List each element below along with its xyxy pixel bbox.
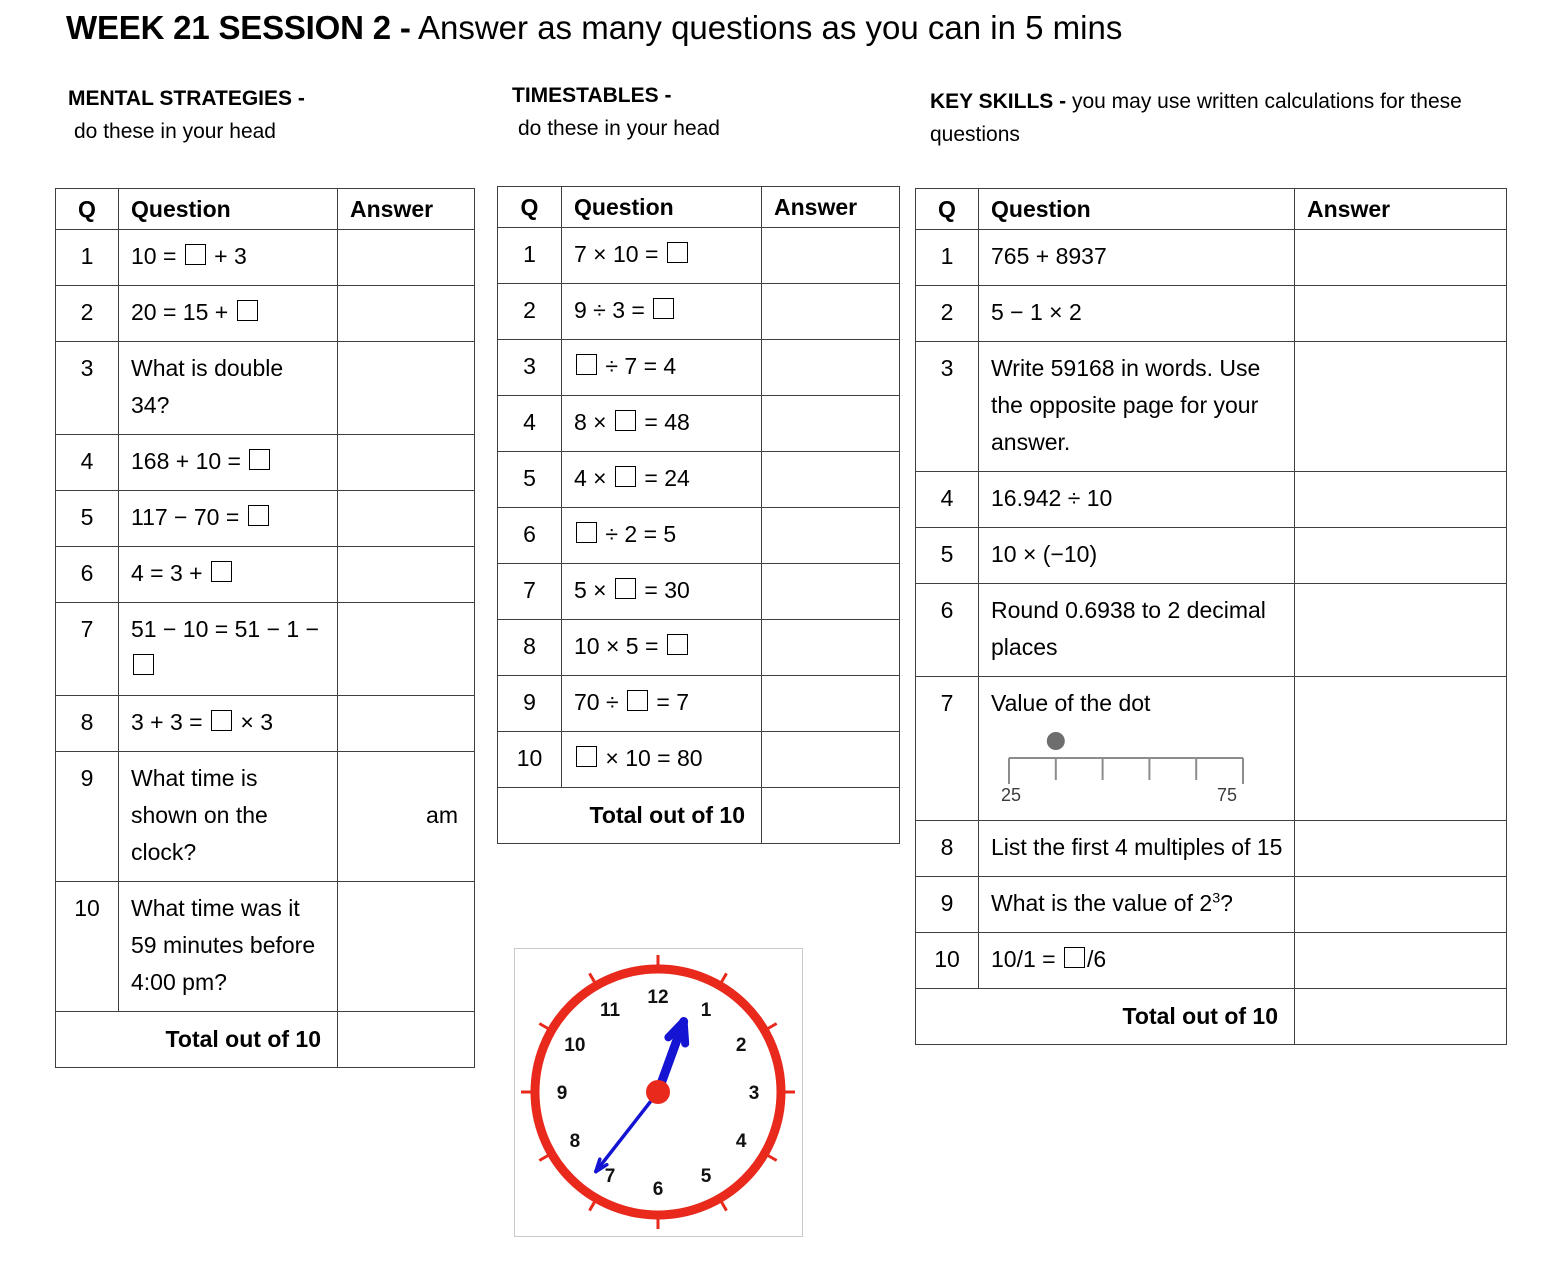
row-number: 6 [56,547,119,603]
answer-cell[interactable] [762,508,900,564]
row-number: 10 [56,882,119,1012]
section-label-key-skills: KEY SKILLS - [930,90,1067,113]
table-row [56,435,475,491]
row-number: 7 [56,603,119,696]
table-row [916,230,1507,286]
section-header-mental-strategies [68,82,488,148]
row-number: 9 [498,676,562,732]
answer-box-placeholder [249,449,270,470]
row-number: 1 [498,228,562,284]
answer-box-placeholder [211,561,232,582]
section-header-key-skills [930,85,1530,151]
answer-cell[interactable] [338,491,475,547]
timestables-table [497,186,900,844]
clock-numeral: 12 [647,987,669,1008]
row-number: 3 [56,342,119,435]
table-row [916,472,1507,528]
header-answer: Answer [338,189,475,230]
total-answer-cell[interactable] [1295,989,1507,1045]
row-number: 3 [916,342,979,472]
header-q: Q [916,189,979,230]
answer-cell[interactable] [1295,230,1507,286]
row-number: 8 [498,620,562,676]
page-title-strong: WEEK 21 SESSION 2 - [66,9,411,46]
row-number: 10 [498,732,562,788]
table-row [498,452,900,508]
table-row [56,491,475,547]
clock-numeral: 2 [735,1035,747,1056]
table-row [56,230,475,286]
table-header-row [916,189,1507,230]
answer-box-placeholder [615,466,636,487]
question-cell: 5 − 1 × 2 [979,286,1295,342]
total-label: Total out of 10 [916,989,1295,1045]
table-row [498,676,900,732]
total-label: Total out of 10 [498,788,762,844]
table-row [498,396,900,452]
question-cell: 51 − 10 = 51 − 1 − [119,603,338,696]
row-number: 9 [56,752,119,882]
table-row [916,677,1507,821]
answer-cell[interactable] [338,286,475,342]
row-number: 4 [56,435,119,491]
answer-cell[interactable] [338,230,475,286]
row-number: 8 [916,821,979,877]
question-cell: 16.942 ÷ 10 [979,472,1295,528]
header-answer: Answer [1295,189,1507,230]
table-row [56,696,475,752]
table-row [56,286,475,342]
question-cell: 7 × 10 = [562,228,762,284]
answer-box-placeholder [653,298,674,319]
question-cell: 10 × 5 = [562,620,762,676]
question-cell: What time is shown on the clock? [119,752,338,882]
table-row [56,547,475,603]
answer-cell[interactable] [338,603,475,696]
answer-box-placeholder [576,354,597,375]
total-answer-cell[interactable] [762,788,900,844]
table-row [498,508,900,564]
table-row [916,821,1507,877]
clock-image [514,948,803,1237]
question-cell: Write 59168 in words. Use the opposite page for your answer. [979,342,1295,472]
answer-cell[interactable] [1295,286,1507,342]
table-row [56,752,475,882]
answer-box-placeholder [615,410,636,431]
question-cell: × 10 = 80 [562,732,762,788]
row-number: 7 [916,677,979,821]
header-q: Q [498,187,562,228]
clock-numeral: 9 [556,1083,568,1104]
clock-numeral: 10 [564,1035,586,1056]
table-row [916,528,1507,584]
question-cell: Round 0.6938 to 2 decimal places [979,584,1295,677]
question-cell: List the first 4 multiples of 15 [979,821,1295,877]
table-row [56,342,475,435]
answer-box-placeholder [667,242,688,263]
header-q: Q [56,189,119,230]
answer-box-placeholder [1064,947,1085,968]
row-number: 4 [498,396,562,452]
question-cell: 8 × = 48 [562,396,762,452]
row-number: 1 [916,230,979,286]
row-number: 4 [916,472,979,528]
total-answer-cell[interactable] [338,1012,475,1068]
row-number: 3 [498,340,562,396]
row-number: 7 [498,564,562,620]
total-row [56,1012,475,1068]
answer-cell[interactable] [762,340,900,396]
answer-box-placeholder [211,710,232,731]
section-label-mental: MENTAL STRATEGIES - [68,87,305,110]
answer-box-placeholder [627,690,648,711]
clock-numeral: 1 [700,999,712,1021]
row-number: 6 [498,508,562,564]
question-cell: ÷ 2 = 5 [562,508,762,564]
question-cell: 5 × = 30 [562,564,762,620]
exponent: 3 [1212,890,1221,907]
table-row [916,584,1507,677]
table-row [498,228,900,284]
row-number: 2 [916,286,979,342]
answer-cell[interactable] [762,732,900,788]
section-sub-key-skills: you may use written calculations for these questions [930,90,1462,146]
question-cell: 9 ÷ 3 = [562,284,762,340]
answer-cell[interactable] [1295,933,1507,989]
answer-cell[interactable] [762,564,900,620]
answer-cell[interactable] [762,396,900,452]
question-cell: 765 + 8937 [979,230,1295,286]
answer-cell[interactable] [1295,677,1507,821]
clock-numeral: 6 [652,1179,664,1200]
table-header-row [56,189,475,230]
answer-box-placeholder [185,244,206,265]
header-question: Question [119,189,338,230]
total-label: Total out of 10 [56,1012,338,1068]
answer-cell[interactable] [1295,877,1507,933]
clock-hub [646,1080,670,1104]
row-number: 5 [916,528,979,584]
question-cell: 10 × (−10) [979,528,1295,584]
question-cell: 70 ÷ = 7 [562,676,762,732]
total-row [498,788,900,844]
answer-cell[interactable] [1295,584,1507,677]
table-row [498,340,900,396]
question-text: Value of the dot [991,690,1151,716]
number-line-svg [995,724,1257,794]
number-line-right-label: 75 [1217,785,1238,805]
question-cell: 20 = 15 + [119,286,338,342]
question-cell: 117 − 70 = [119,491,338,547]
question-cell: 10 = + 3 [119,230,338,286]
answer-cell[interactable]: am [338,752,475,882]
clock-numeral: 8 [569,1131,581,1152]
question-cell [979,677,1295,821]
table-row [498,732,900,788]
answer-cell[interactable] [762,676,900,732]
table-header-row [498,187,900,228]
key-skills-table [915,188,1507,1045]
question-cell: What is double 34? [119,342,338,435]
answer-box-placeholder [133,654,154,675]
row-number: 6 [916,584,979,677]
clock-numeral: 4 [735,1131,747,1152]
answer-box-placeholder [248,505,269,526]
answer-cell[interactable] [762,620,900,676]
answer-box-placeholder [237,300,258,321]
question-cell: 10/1 = /6 [979,933,1295,989]
table-row [916,877,1507,933]
row-number: 1 [56,230,119,286]
answer-cell[interactable] [762,284,900,340]
table-row [916,286,1507,342]
table-row [916,933,1507,989]
question-cell: What is the value of $2^3$? [979,877,1295,933]
analogue-clock-svg [515,949,801,1235]
answer-cell[interactable] [1295,821,1507,877]
clock-numeral: 3 [748,1083,760,1104]
row-number: 10 [916,933,979,989]
section-header-timestables [512,79,912,145]
number-line-left-label: 25 [1001,785,1022,805]
number-line [995,724,1257,810]
answer-box-placeholder [576,522,597,543]
question-cell: 4 × = 24 [562,452,762,508]
table-row [498,564,900,620]
answer-cell[interactable] [338,547,475,603]
table-row [498,620,900,676]
row-number: 2 [56,286,119,342]
answer-cell[interactable] [1295,472,1507,528]
question-cell: 4 = 3 + [119,547,338,603]
value-dot [1047,732,1065,750]
header-question: Question [979,189,1295,230]
page-title [66,8,1122,48]
answer-cell[interactable] [338,435,475,491]
mental-strategies-table [55,188,475,1068]
answer-box-placeholder [615,578,636,599]
answer-cell[interactable] [1295,528,1507,584]
section-sub-timestables: do these in your head [518,117,720,140]
page-title-light: Answer as many questions as you can in 5 mins [410,9,1123,46]
answer-cell[interactable] [1295,342,1507,472]
section-sub-mental: do these in your head [74,120,276,143]
header-answer: Answer [762,187,900,228]
answer-cell[interactable] [762,228,900,284]
clock-numeral: 5 [700,1166,712,1188]
table-row [916,342,1507,472]
answer-box-placeholder [576,746,597,767]
row-number: 5 [56,491,119,547]
row-number: 8 [56,696,119,752]
answer-box-placeholder [667,634,688,655]
row-number: 2 [498,284,562,340]
section-label-timestables: TIMESTABLES - [512,84,672,107]
question-cell: 168 + 10 = [119,435,338,491]
answer-cell[interactable] [338,342,475,435]
total-row [916,989,1507,1045]
answer-cell[interactable] [338,882,475,1012]
clock-numeral: 7 [604,1166,616,1188]
row-number: 5 [498,452,562,508]
row-number: 9 [916,877,979,933]
table-row [56,882,475,1012]
question-cell: ÷ 7 = 4 [562,340,762,396]
table-row [56,603,475,696]
answer-cell[interactable] [762,452,900,508]
table-row [498,284,900,340]
answer-cell[interactable] [338,696,475,752]
question-cell: 3 + 3 = × 3 [119,696,338,752]
clock-numeral: 11 [599,999,621,1021]
question-cell: What time was it 59 minutes before 4:00 pm? [119,882,338,1012]
header-question: Question [562,187,762,228]
